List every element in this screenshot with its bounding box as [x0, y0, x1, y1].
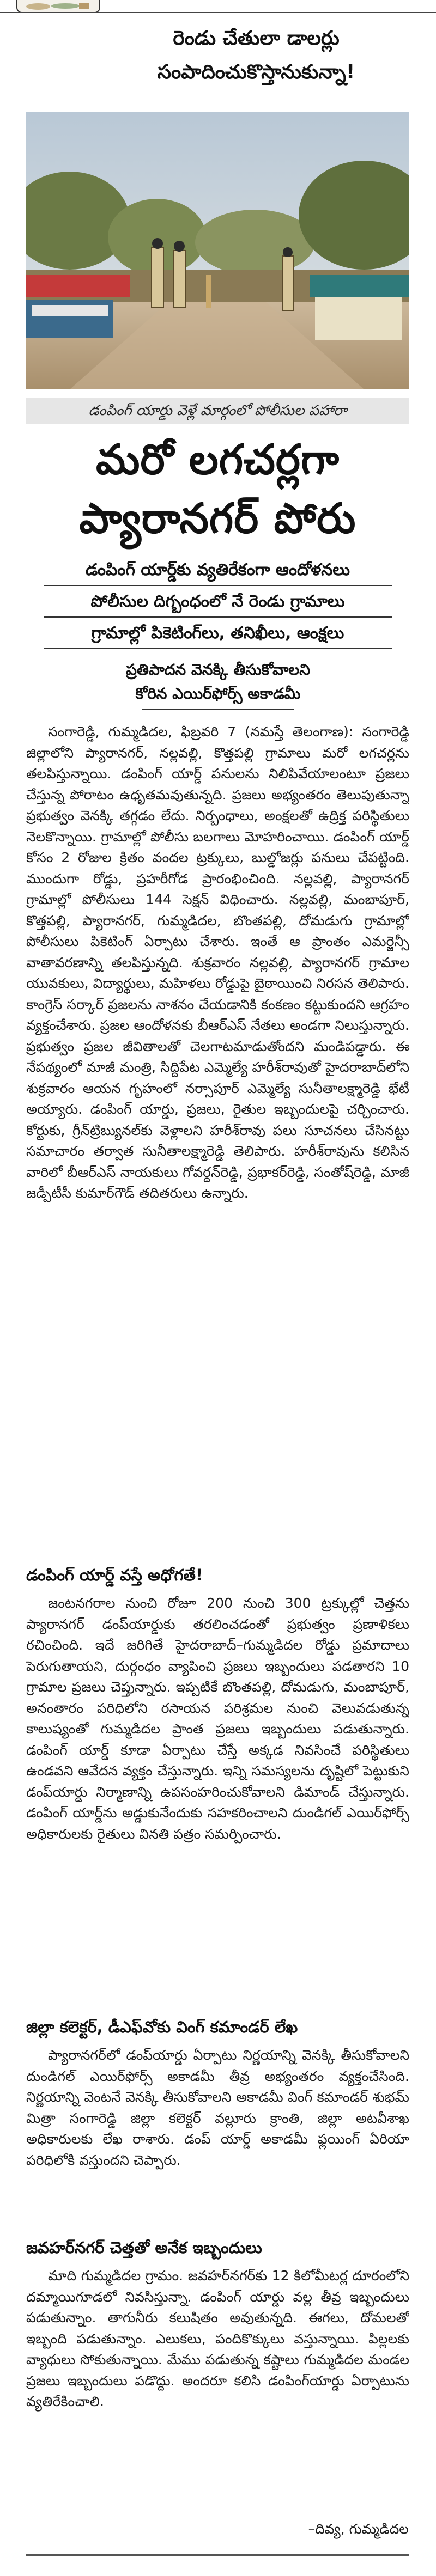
- article-body: [26, 722, 409, 1552]
- teaser-line-1: రెండు చేతులా డాలర్లు: [173, 27, 340, 50]
- teaser-line-2: సంపాదించుకొస్తానుకున్నా!: [157, 61, 355, 83]
- subhead-1: డంపింగ్ యార్డ్‌కు వ్యతిరేకంగా ఆందోళనలు: [85, 560, 350, 579]
- subhead-3: గ్రామాల్లో పికెటింగ్‌లు, తనిఖీలు, ఆంక్షలు: [91, 624, 344, 643]
- section-body-3: [26, 2266, 409, 2516]
- section-paragraph-3: మాది గుమ్మడిదల గ్రామం. జవహర్‌నగర్‌కు 12 కిలోమీటర్ల దూరంలోని దమ్మాయిగూడలో నివసిస్తున్నా. డంపింగ్ యార్డు వల్ల తీవ్ర ఇబ్బందులు పడుతున్నాం. తాగునీరు కలుషితం అవుతున్నది. ఈగలు, దోమలతో ఇబ్బంది పడుతున్నాం. ఎలుకలు, పందికొక్కులు వస్తున్నాయి. పిల్లలకు వ్యాధులు సోకుతున్నాయి. మేము పడుతున్న కష్టాలు గుమ్మడిదల మండల ప్రజలు ఇబ్బందులు పడొద్దు. అందరూ కలిసి డంపింగ్‌యార్డు ఏర్పాటును వ్యతిరేకించాలి.: [26, 2268, 409, 2409]
- section-heading-3: జవహర్‌నగర్ చెత్తతో అనేక ఇబ్బందులు: [26, 2238, 262, 2257]
- kicker-rule: [142, 709, 294, 710]
- section-paragraph-2: ప్యారానగర్‌లో డంప్‌యార్డు ఏర్పాటు నిర్ణయాన్ని వెనక్కి తీసుకోవాలని దుండిగల్ ఎయిర్‌ఫోర్స్ అకాడమీ తీవ్ర అభ్యంతరం వ్యక్తంచేసింది. నిర్ణయాన్ని వెంటనే వెనక్కి తీసుకోవాలని అకాడమీ వింగ్ కమాండర్ శుభమ్ మిత్రా సంగారెడ్డి జిల్లా కలెక్టర్ వల్లూరు క్రాంతి, జిల్లా అటవీశాఖ అధికారులకు లేఖ రాశారు. డంప్ యార్డ్ అకాడమీ ఫ్లయింగ్ ఏరియా పరిధిలోకి వస్తుందని చెప్పారు.: [26, 2047, 409, 2168]
- headline-line-1: మరో లగచర్లగా: [96, 435, 340, 484]
- subhead-2: పోలీసుల దిగ్బంధంలో నే రెండు గ్రామాలు: [90, 592, 345, 611]
- subhead-rule: [44, 616, 392, 618]
- news-photo: [26, 112, 409, 389]
- section-body-1: [26, 1593, 409, 2007]
- teaser-illustration-icon: [22, 1, 93, 11]
- byline: –దివ్య, గుమ్మడిదల: [308, 2521, 409, 2537]
- kicker-line-1: ప్రతిపాదన వెనక్కి తీసుకోవాలని: [126, 661, 310, 679]
- teaser-thumbnail: [16, 0, 100, 13]
- headline: [26, 430, 409, 548]
- teaser-box: [0, 0, 436, 98]
- section-heading-1: డంపింగ్ యార్డ్ వస్తే అధోగతే!: [26, 1566, 203, 1584]
- teaser-rule: [0, 12, 436, 13]
- subhead-rule: [44, 585, 392, 586]
- section-body-2: [26, 2045, 409, 2225]
- headline-line-2: ప్యారానగర్ పోరు: [79, 494, 356, 542]
- section-paragraph-1: జంటనగరాల నుంచి రోజూ 200 నుంచి 300 ట్రక్కుల్లో చెత్తను ప్యారానగర్ డంప్‌యార్డుకు తరలించడంతో ప్రభుత్వం ప్రణాళికలు రచించింది. ఇదే జరిగితే హైదరాబాద్–గుమ్మడిదల రోడ్డు ప్రమాదాలు పెరుగుతాయని, దుర్గంధం వ్యాపించి ప్రజలు ఇబ్బందులు పడతారని 10 గ్రామాల ప్రజలు చెప్తున్నారు. ఇప్పటికే బొంతపల్లి, దోమడుగు, మంబాపూర్, అనంతారం పరిధిలోని రసాయన పరిశ్రమల నుంచి వెలువడుతున్న కాలుష్యంతో గుమ్మడిదల ప్రాంత ప్రజలు ఇబ్బందులు పడుతున్నారు. డంపింగ్ యార్డ్ కూడా ఏర్పాటు చేస్తే అక్కడ నివసించే పరిస్థితులు ఉండవని ఆవేదన వ్యక్తం చేస్తున్నారు. ఇన్ని సమస్యలను దృష్టిలో పెట్టుకుని డంప్‌యార్డు నిర్మాణాన్ని ఉపసంహరించుకోవాలని డిమాండ్ చేస్తున్నారు. డంపింగ్ యార్డ్‌ను అడ్డుకునేందుకు సహకరించాలని దుండిగల్ ఎయిర్‌ఫోర్స్ అధికారులకు రైతులు వినతి పత్రం సమర్పించారు.: [26, 1595, 409, 1842]
- kicker-line-2: కోరిన ఎయిర్‌ఫోర్స్ అకాడమీ: [135, 685, 301, 703]
- subhead-rule: [44, 648, 392, 649]
- article-paragraph: సంగారెడ్డి, గుమ్మడిదల, ఫిబ్రవరి 7 (నమస్తే తెలంగాణ): సంగారెడ్డి జిల్లాలోని ప్యారానగర్, నల్లవల్లి, కొత్తపల్లి గ్రామాలు మరో లగచర్లను తలపిస్తున్నాయి. డంపింగ్ యార్డ్ పనులను నిలిపివేయాలంటూ ప్రజలు చేస్తున్న పోరాటం ఉధృతమవుతున్నది. ప్రజలు అభ్యంతరం తెలుపుతున్నా ప్రభుత్వం వెనక్కి తగ్గడం లేదు. నిర్బంధాలు, అంక్షలతో ఉద్రిక్త పరిస్థితులు నెలకొన్నాయి. గ్రామాల్లో పోలీసు బలగాలు మోహరించాయి. డంపింగ్ యార్డ్ కోసం 2 రోజుల క్రితం వందల ట్రక్కులు, బుల్డోజర్లు పనులు చేపట్టింది. ముందుగా రోడ్డు, ప్రహరీగోడ ప్రారంభించింది. నల్లవల్లి, ప్యారానగర్ గ్రామాల్లో పోలీసులు 144 సెక్షన్ విధించారు. నల్లవల్లి, మంబాపూర్, కొత్తపల్లి, ప్యారానగర్, గుమ్మడిదల, బొంతపల్లి, దోమడుగు గ్రామాల్లో పోలీసులు పికెటింగ్ ఏర్పాటు చేశారు. ఇంతే ఆ ప్రాంతం ఎమర్జెన్సీ వాతావరణాన్ని తలపిస్తున్నది. శుక్రవారం నల్లవల్లి, ప్యారానగర్ గ్రామాల యువకులు, విద్యార్థులు, మహిళలు రోడ్డుపై బైఠాయించి నిరసన తెలిపారు. కాంగ్రెస్ సర్కార్ ప్రజలను నాశనం చేయడానికి కంకణం కట్టుకుందని ఆగ్రహం వ్యక్తంచేశారు. ప్రజల ఆందోళనకు బీఆర్‌ఎస్ నేతలు అండగా నిలుస్తున్నారు. ప్రభుత్వం ప్రజల జీవితాలతో చెలగాటమాడుతోందని మండిపడ్డారు. ఈ నేపథ్యంలో మాజీ మంత్రి, సిద్దిపేట ఎమ్మెల్యే హరీశ్‌రావుతో హైదరాబాద్‌లోని శుక్రవారం ఆయన గృహంలో నర్సాపూర్ ఎమ్మెల్యే సునీతాలక్ష్మారెడ్డి భేటీ అయ్యారు. డంపింగ్ యార్డు, ప్రజలు, రైతుల ఇబ్బందులపై చర్చించారు. కోర్టుకు, గ్రీన్‌ట్రిబ్యునల్‌కు వెళ్లాలని హరీశ్‌రావు పలు సూచనలు చేసినట్టు సమాచారం తర్వాత సునీతాలక్ష్మారెడ్డి తెలిపారు. హరీశ్‌రావును కలిసిన వారిలో బీఆర్‌ఎస్ నాయకులు గోవర్దన్‌రెడ్డి, ప్రభాకర్‌రెడ్డి, సంతోష్‌రెడ్డి, మాజీ జడ్పీటీసీ కుమార్‌గౌడ్ తదితరులు ఉన్నారు.: [26, 724, 409, 1201]
- section-heading-2: జిల్లా కలెక్టర్, డీఎఫ్‌వోకు వింగ్ కమాండర్ లేఖ: [26, 2018, 298, 2036]
- bottom-rule: [26, 2554, 409, 2556]
- photo-caption: డంపింగ్ యార్డు వెళ్లే మార్గంలో పోలీసుల పహారా: [26, 398, 409, 424]
- police-road-photo-icon: [26, 112, 409, 389]
- teaser-text: [104, 22, 409, 89]
